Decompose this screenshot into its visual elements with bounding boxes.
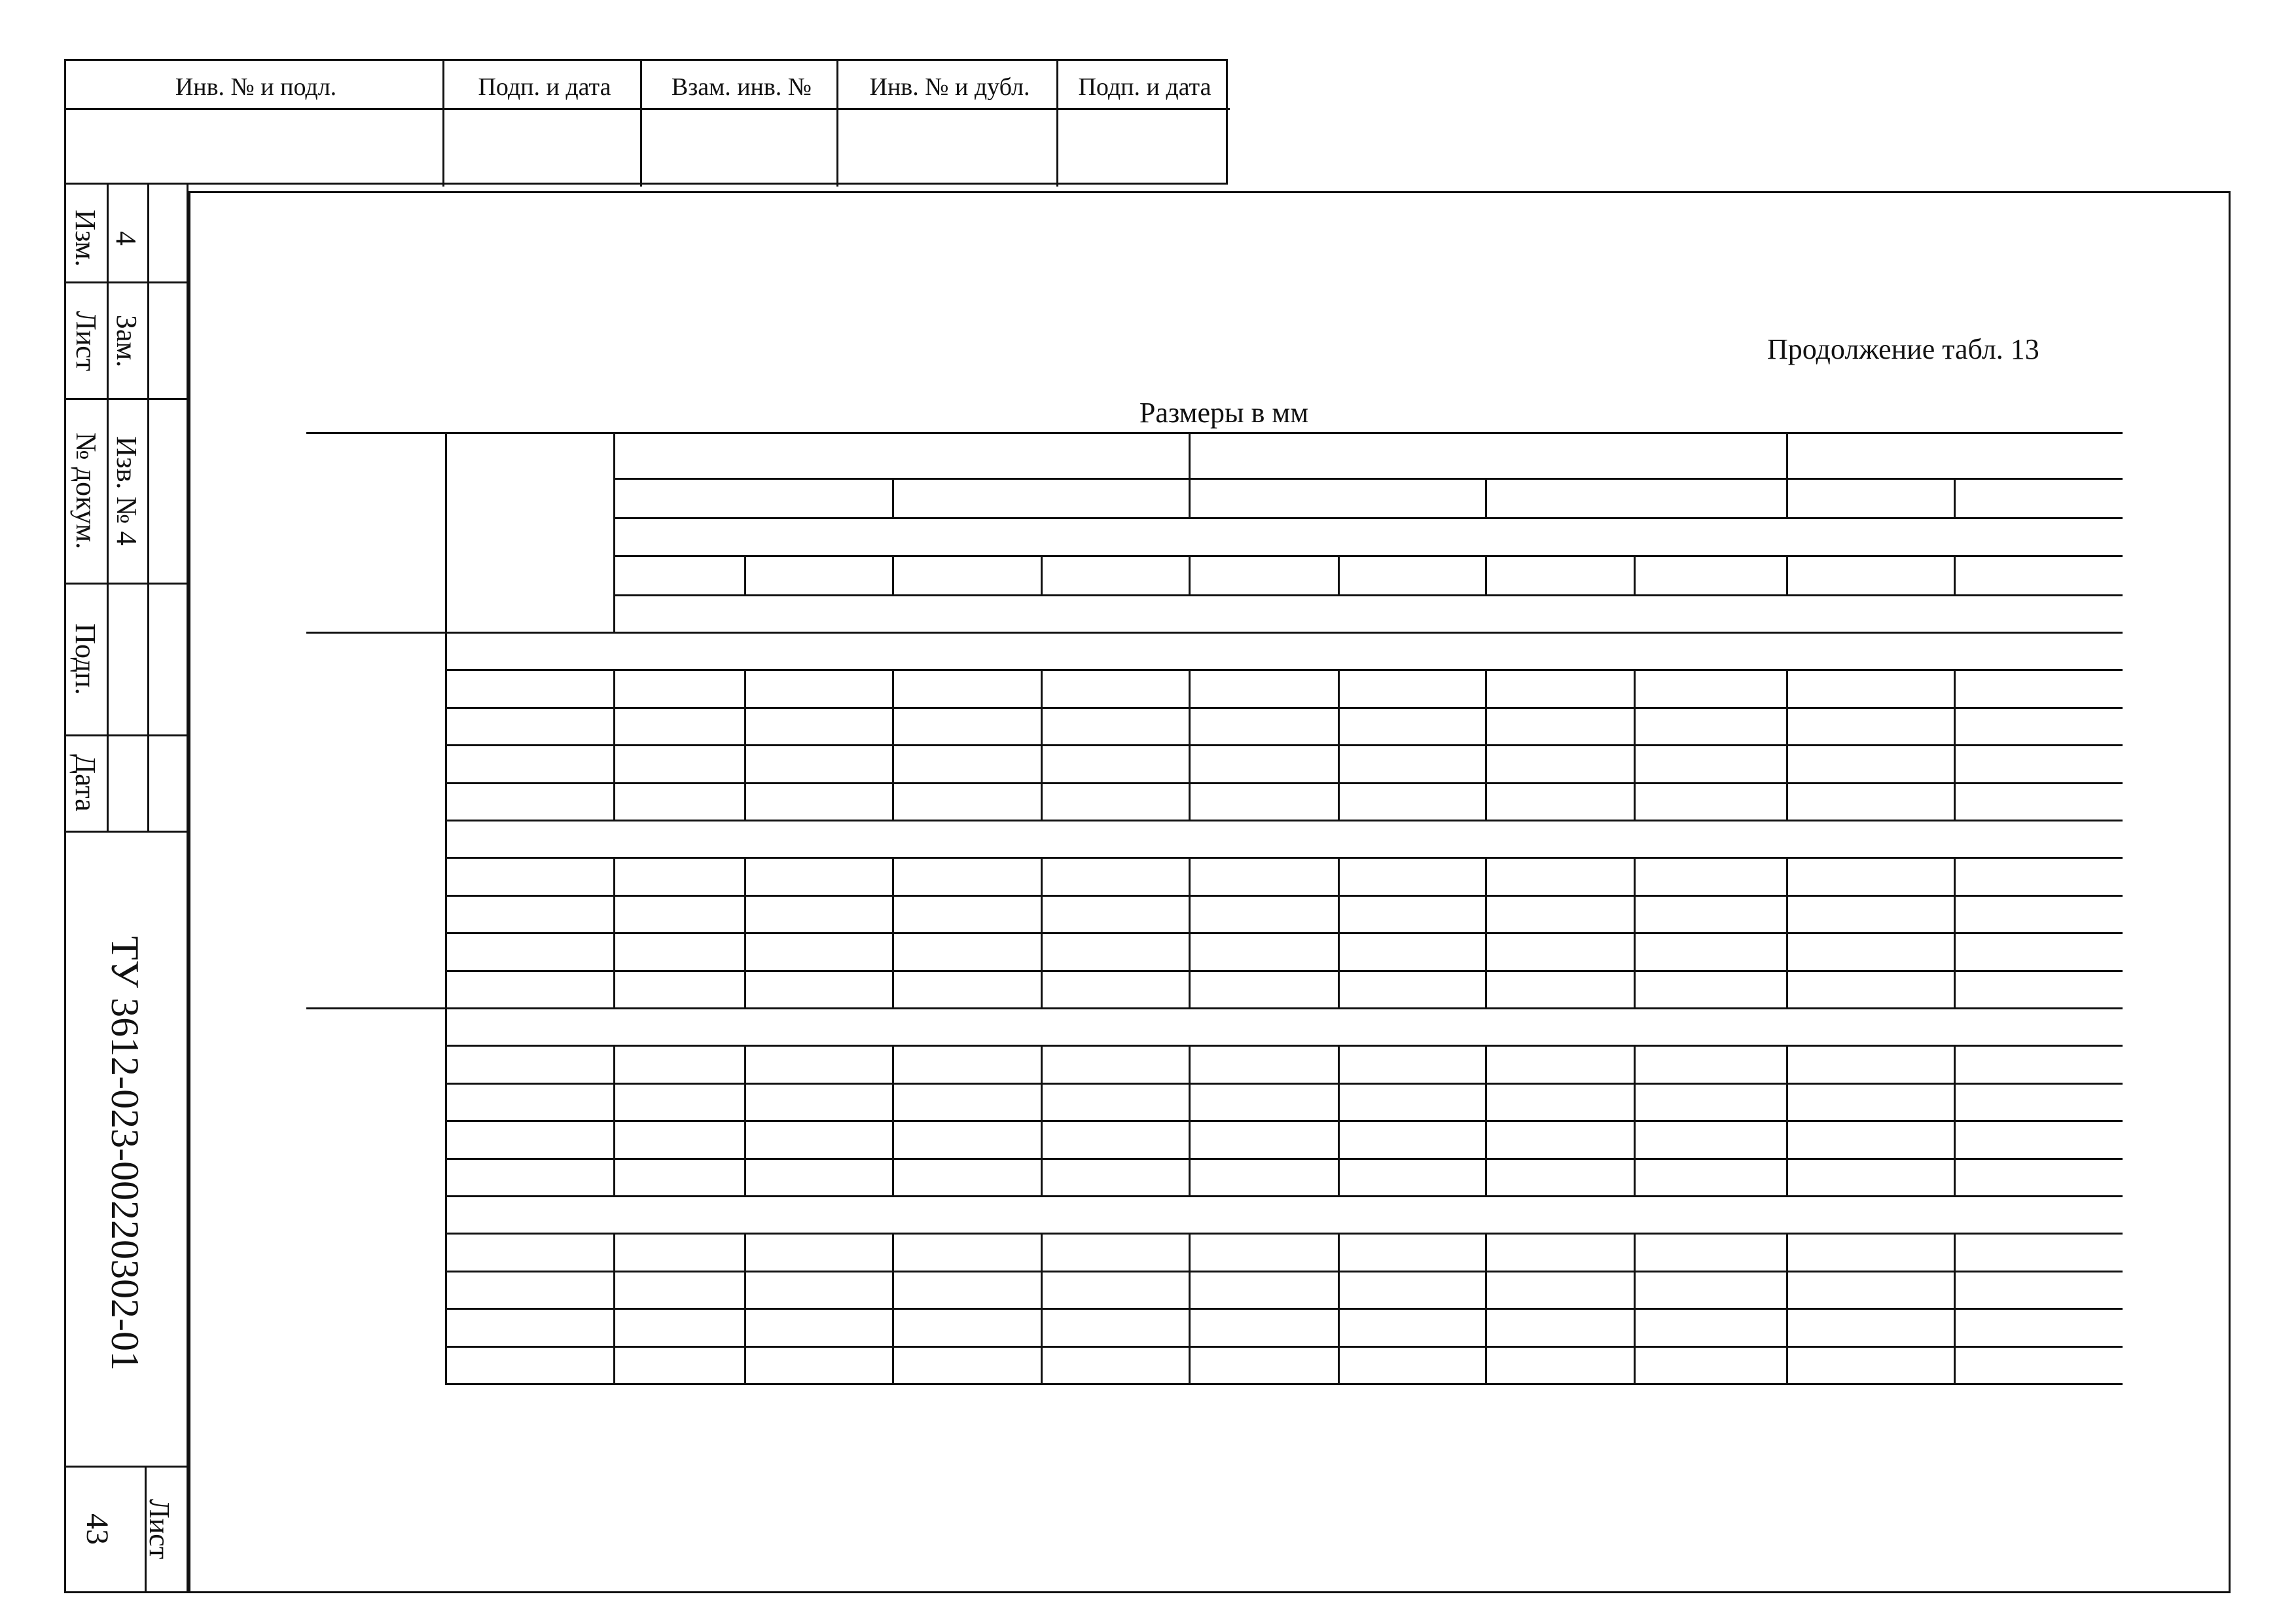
mass-cell (1041, 1045, 1189, 1082)
mass-cell (1189, 895, 1338, 932)
mass-cell (744, 895, 892, 932)
mass-cell (892, 669, 1041, 706)
stamp-header-vzam-inv: Взам. инв. № (671, 73, 812, 101)
mass-cell (613, 1308, 744, 1345)
diameter-cell (306, 632, 445, 1007)
mass-cell (1786, 970, 1954, 1007)
header-material-1 (613, 555, 744, 594)
mass-cell (1786, 857, 1954, 894)
pressure-cell (445, 707, 613, 744)
header-length (613, 478, 892, 517)
mass-cell (1954, 1120, 2123, 1157)
table-vline (613, 857, 615, 1007)
mass-cell (1041, 1083, 1189, 1120)
table-vline (1338, 1045, 1340, 1195)
mass-cell (1338, 707, 1485, 744)
sheet-number: 43 (80, 1513, 115, 1545)
mass-cell (1189, 1308, 1338, 1345)
mass-cell (613, 744, 744, 782)
mass-cell (1786, 1158, 1954, 1195)
mass-cell (1954, 970, 2123, 1007)
mass-cell (1634, 1271, 1786, 1308)
mass-cell (1634, 669, 1786, 706)
mass-cell (1634, 782, 1786, 820)
mass-cell (744, 1158, 892, 1195)
table-vline (1485, 1233, 1487, 1383)
mass-cell (1485, 782, 1634, 820)
mass-cell (1634, 1083, 1786, 1120)
mass-cell (892, 744, 1041, 782)
mass-cell (1041, 744, 1189, 782)
table-vline (1786, 1045, 1788, 1195)
mass-cell (1634, 970, 1786, 1007)
pressure-cell (445, 1045, 613, 1082)
mass-cell (1041, 857, 1189, 894)
stamp-header-podp-data-2: Подп. и дата (1078, 73, 1211, 101)
stamp-header-inv-dubl: Инв. № и дубл. (869, 73, 1030, 101)
mass-cell (1189, 669, 1338, 706)
table-hline (445, 1383, 2123, 1385)
mass-cell (1634, 932, 1786, 969)
mass-cell (1786, 1271, 1954, 1308)
mass-cell (613, 669, 744, 706)
table-vline (1954, 1233, 1956, 1383)
table-vline (1634, 1233, 1636, 1383)
mass-cell (892, 932, 1041, 969)
mass-cell (1786, 1308, 1954, 1345)
table-vline (744, 857, 746, 1007)
mass-cell (1786, 1233, 1954, 1270)
table-vline (892, 1045, 894, 1195)
table-vline (1189, 1045, 1191, 1195)
header-material-3 (892, 555, 1041, 594)
mass-cell (744, 1045, 892, 1082)
header-material-5 (1189, 555, 1338, 594)
mass-cell (1041, 970, 1189, 1007)
mass-cell (744, 970, 892, 1007)
rev-label-data: Дата (69, 754, 102, 812)
rev-label-podp: Подп. (69, 623, 102, 695)
table-vline (1189, 669, 1191, 820)
mass-cell (1634, 1045, 1786, 1082)
section-title (445, 1007, 2123, 1045)
mass-cell (1041, 669, 1189, 706)
pressure-cell (445, 744, 613, 782)
mass-cell (744, 1233, 892, 1270)
table-vline (1634, 1045, 1636, 1195)
mass-cell (1786, 1045, 1954, 1082)
pressure-cell (445, 1158, 613, 1195)
pressure-cell (445, 1120, 613, 1157)
table-vline (1954, 1045, 1956, 1195)
mass-cell (613, 857, 744, 894)
mass-cell (1338, 970, 1485, 1007)
mass-cell (613, 782, 744, 820)
table-vline (1189, 857, 1191, 1007)
table-vline (1954, 857, 1956, 1007)
mass-cell (892, 1158, 1041, 1195)
mass-cell (1954, 1083, 2123, 1120)
mass-cell (613, 1346, 744, 1383)
mass-cell (1786, 1083, 1954, 1120)
units-label: Размеры в мм (1139, 397, 1309, 429)
table-vline (1041, 1233, 1043, 1383)
mass-cell (744, 1120, 892, 1157)
mass-cell (1954, 932, 2123, 969)
header-material-8 (1634, 555, 1786, 594)
table-vline (1485, 857, 1487, 1007)
mass-cell (613, 895, 744, 932)
mass-cell (892, 1120, 1041, 1157)
table-vline (1786, 857, 1788, 1007)
mass-cell (1786, 744, 1954, 782)
mass-cell (1954, 744, 2123, 782)
mass-cell (1189, 1158, 1338, 1195)
mass-cell (1189, 970, 1338, 1007)
mass-cell (1041, 1120, 1189, 1157)
mass-cell (1338, 1346, 1485, 1383)
mass-cell (1189, 857, 1338, 894)
mass-cell (613, 970, 744, 1007)
mass-cell (613, 1120, 744, 1157)
mass-cell (744, 932, 892, 969)
mass-cell (1189, 744, 1338, 782)
mass-cell (1041, 782, 1189, 820)
pressure-cell (445, 895, 613, 932)
header-length (1485, 478, 1786, 517)
mass-cell (1954, 782, 2123, 820)
mass-cell (1954, 895, 2123, 932)
mass-cell (1338, 1083, 1485, 1120)
table-vline (1485, 669, 1487, 820)
mass-cell (744, 707, 892, 744)
mass-cell (744, 1346, 892, 1383)
header-group-1 (613, 432, 1189, 478)
mass-cell (892, 970, 1041, 1007)
mass-cell (1954, 1346, 2123, 1383)
table-vline (744, 669, 746, 820)
mass-cell (1189, 1346, 1338, 1383)
mass-cell (1338, 669, 1485, 706)
mass-cell (1634, 744, 1786, 782)
rev-value-dokum: Изв. № 4 (111, 436, 143, 546)
mass-cell (744, 782, 892, 820)
header-material (613, 517, 2123, 555)
table-vline (445, 632, 447, 1007)
table-vline (744, 1233, 746, 1383)
table-vline (1041, 1045, 1043, 1195)
mass-cell (1786, 895, 1954, 932)
mass-cell (892, 1346, 1041, 1383)
header-material-6 (1338, 555, 1485, 594)
mass-cell (1041, 1233, 1189, 1270)
mass-cell (1954, 1271, 2123, 1308)
mass-cell (1189, 782, 1338, 820)
mass-cell (613, 1045, 744, 1082)
header-mass (613, 594, 2123, 632)
mass-cell (1189, 1271, 1338, 1308)
table-vline (445, 1007, 447, 1383)
mass-cell (1485, 669, 1634, 706)
mass-cell (892, 1271, 1041, 1308)
mass-cell (744, 1271, 892, 1308)
pressure-cell (445, 782, 613, 820)
mass-cell (1485, 1083, 1634, 1120)
mass-cell (1786, 782, 1954, 820)
mass-cell (1786, 669, 1954, 706)
mass-cell (1189, 707, 1338, 744)
mass-cell (892, 895, 1041, 932)
header-material-7 (1485, 555, 1634, 594)
table-vline (445, 432, 447, 632)
mass-cell (1485, 1120, 1634, 1157)
mass-cell (1634, 857, 1786, 894)
mass-cell (744, 744, 892, 782)
rev-label-dokum: № докум. (70, 432, 103, 550)
mass-cell (1041, 1346, 1189, 1383)
table-vline (613, 1233, 615, 1383)
pressure-cell (445, 970, 613, 1007)
mass-cell (1338, 744, 1485, 782)
table-vline (1338, 669, 1340, 820)
stamp-header-inv-podl: Инв. № и подл. (175, 73, 337, 101)
header-material-9 (1786, 555, 1954, 594)
mass-cell (1634, 1120, 1786, 1157)
header-length (1954, 478, 2123, 517)
mass-cell (1189, 1120, 1338, 1157)
mass-cell (613, 1271, 744, 1308)
header-material-10 (1954, 555, 2123, 594)
rev-value-list: Зам. (111, 314, 143, 368)
mass-cell (613, 707, 744, 744)
mass-cell (1485, 707, 1634, 744)
mass-cell (1189, 1045, 1338, 1082)
mass-cell (1786, 932, 1954, 969)
table-vline (1786, 669, 1788, 820)
mass-cell (1041, 932, 1189, 969)
header-material-4 (1041, 555, 1189, 594)
mass-cell (1189, 1083, 1338, 1120)
table-vline (744, 1045, 746, 1195)
table-vline (1189, 1233, 1191, 1383)
mass-cell (613, 1083, 744, 1120)
mass-cell (1485, 970, 1634, 1007)
mass-cell (1485, 1045, 1634, 1082)
mass-cell (1954, 1158, 2123, 1195)
mass-cell (1954, 669, 2123, 706)
mass-cell (1338, 895, 1485, 932)
mass-cell (892, 1083, 1041, 1120)
table-vline (892, 669, 894, 820)
mass-cell (1634, 1233, 1786, 1270)
pressure-cell (445, 1271, 613, 1308)
rev-value-izm: 4 (110, 231, 143, 245)
mass-cell (1954, 857, 2123, 894)
mass-cell (1338, 1158, 1485, 1195)
mass-cell (1485, 857, 1634, 894)
table-vline (1338, 1233, 1340, 1383)
mass-cell (1041, 707, 1189, 744)
mass-cell (1338, 932, 1485, 969)
sheet-label: Лист (143, 1498, 176, 1560)
mass-cell (892, 782, 1041, 820)
mass-cell (1485, 895, 1634, 932)
mass-cell (1954, 1233, 2123, 1270)
mass-cell (1485, 1308, 1634, 1345)
header-group-3 (1786, 432, 2123, 478)
mass-cell (613, 1233, 744, 1270)
table-vline (1954, 669, 1956, 820)
mass-cell (1634, 1346, 1786, 1383)
header-group-2 (1189, 432, 1786, 478)
pressure-cell (445, 669, 613, 706)
mass-cell (613, 1158, 744, 1195)
mass-cell (1041, 1158, 1189, 1195)
mass-cell (1041, 1308, 1189, 1345)
header-length (1786, 478, 1954, 517)
header-material-2 (744, 555, 892, 594)
rev-label-list: Лист (70, 310, 103, 372)
table-vline (613, 1045, 615, 1195)
mass-cell (892, 707, 1041, 744)
section-title (445, 820, 2123, 857)
pressure-cell (445, 932, 613, 969)
mass-cell (1485, 1346, 1634, 1383)
header-length (892, 478, 1189, 517)
mass-cell (1954, 1045, 2123, 1082)
mass-cell (1954, 1308, 2123, 1345)
pressure-cell (445, 857, 613, 894)
mass-cell (1338, 1271, 1485, 1308)
pressure-cell (445, 1346, 613, 1383)
mass-cell (1634, 1308, 1786, 1345)
table-vline (1041, 857, 1043, 1007)
mass-cell (1485, 1271, 1634, 1308)
mass-cell (1485, 932, 1634, 969)
mass-cell (1041, 1271, 1189, 1308)
mass-cell (892, 1308, 1041, 1345)
mass-cell (892, 1233, 1041, 1270)
mass-cell (892, 857, 1041, 894)
stamp-header-podp-data: Подп. и дата (478, 73, 611, 101)
table-caption: Продолжение табл. 13 (1767, 333, 2039, 365)
mass-cell (1786, 1346, 1954, 1383)
table-vline (892, 857, 894, 1007)
table-vline (892, 1233, 894, 1383)
mass-cell (613, 932, 744, 969)
mass-cell (1485, 744, 1634, 782)
mass-cell (1338, 782, 1485, 820)
mass-cell (1485, 1158, 1634, 1195)
mass-cell (1786, 707, 1954, 744)
mass-cell (1189, 932, 1338, 969)
pressure-cell (445, 1233, 613, 1270)
header-length (1189, 478, 1485, 517)
pressure-cell (445, 1308, 613, 1345)
mass-cell (892, 1045, 1041, 1082)
mass-cell (1338, 857, 1485, 894)
mass-cell (744, 669, 892, 706)
mass-cell (744, 1083, 892, 1120)
table-vline (1338, 857, 1340, 1007)
table-vline (1786, 1233, 1788, 1383)
pressure-cell (445, 1083, 613, 1120)
mass-cell (744, 857, 892, 894)
mass-cell (1634, 1158, 1786, 1195)
diameter-cell (306, 1007, 445, 1383)
mass-cell (1189, 1233, 1338, 1270)
table-vline (1634, 857, 1636, 1007)
mass-cell (1954, 707, 2123, 744)
mass-cell (744, 1308, 892, 1345)
doc-code: ТУ 3612-023-00220302-01 (103, 935, 147, 1371)
section-title (445, 632, 2123, 669)
table-vline (1634, 669, 1636, 820)
mass-cell (1634, 895, 1786, 932)
table-vline (1041, 669, 1043, 820)
mass-cell (1338, 1045, 1485, 1082)
mass-cell (1634, 707, 1786, 744)
mass-cell (1786, 1120, 1954, 1157)
mass-cell (1485, 1233, 1634, 1270)
mass-cell (1338, 1308, 1485, 1345)
mass-cell (1041, 895, 1189, 932)
table-vline (1485, 1045, 1487, 1195)
mass-cell (1338, 1120, 1485, 1157)
table-vline (613, 669, 615, 820)
rev-label-izm: Изм. (69, 209, 102, 267)
mass-cell (1338, 1233, 1485, 1270)
section-title (445, 1195, 2123, 1233)
